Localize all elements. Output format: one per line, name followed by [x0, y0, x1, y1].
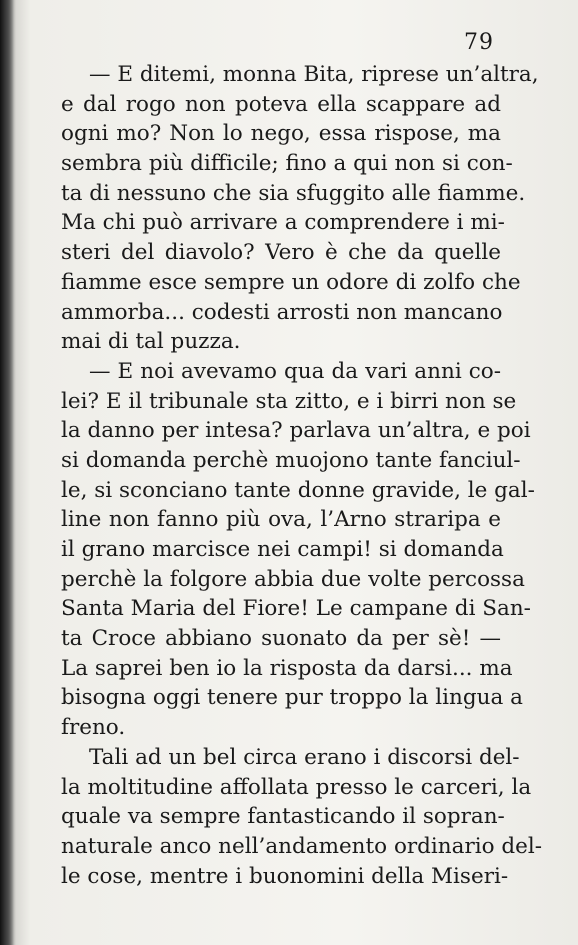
text-line: fiamme esce sempre un odore di zolfo che: [61, 269, 521, 295]
text-line: freno.: [61, 715, 126, 741]
text-line: il grano marcisce nei campi! si domanda: [61, 537, 504, 562]
text-line: si domanda perchè muojono tante fanciul-: [61, 447, 521, 473]
text-line: — E noi avevamo qua da vari anni co-: [89, 358, 501, 384]
text-line: le, si sconciano tante donne gravide, le gal-: [61, 477, 535, 503]
text-line: perchè la folgore abbia due volte percossa: [61, 566, 525, 592]
text-line: La saprei ben io la risposta da darsi... ma: [61, 655, 513, 681]
text-line: lei? E il tribunale sta zitto, e i birri non se: [61, 388, 517, 414]
text-line: Ma chi può arrivare a comprendere i mi-: [61, 210, 505, 236]
text-line: bisogna oggi tenere pur troppo la lingua a: [61, 685, 523, 711]
text-line: sembra più difficile; fino a qui non si con-: [61, 151, 513, 177]
text-line: line non fanno più ova, l’Arno straripa e: [61, 507, 501, 533]
text-line: ogni mo? Non lo nego, essa rispose, ma: [61, 121, 501, 147]
text-line: steri del diavolo? Vero è che da quelle: [61, 240, 501, 266]
text-line: Santa Maria del Fiore! Le campane di San-: [61, 596, 531, 622]
text-line: — E ditemi, monna Bita, riprese un’altra,: [89, 62, 539, 87]
text-line: la danno per intesa? parlava un’altra, e poi: [61, 418, 531, 444]
text-line: Tali ad un bel circa erano i discorsi del-: [89, 744, 520, 770]
text-line: ta di nessuno che sia sfuggito alle fiamme.: [61, 180, 526, 206]
page-number: 79: [464, 30, 494, 55]
text-line: la moltitudine affollata presso le carceri, la: [61, 774, 532, 800]
text-line: mai di tal puzza.: [61, 329, 241, 355]
body-text: [61, 60, 543, 891]
text-line: naturale anco nell’andamento ordinario del-: [61, 833, 543, 859]
text-line: le cose, mentre i buonomini della Miseri-: [61, 863, 509, 889]
binding-gutter: [0, 0, 14, 945]
text-line: e dal rogo non poteva ella scappare ad: [61, 91, 501, 117]
text-line: ammorba... codesti arrosti non mancano: [61, 299, 503, 325]
text-line: ta Croce abbiano suonato da per sè! —: [61, 626, 501, 652]
text-line: quale va sempre fantasticando il sopran-: [61, 804, 505, 830]
